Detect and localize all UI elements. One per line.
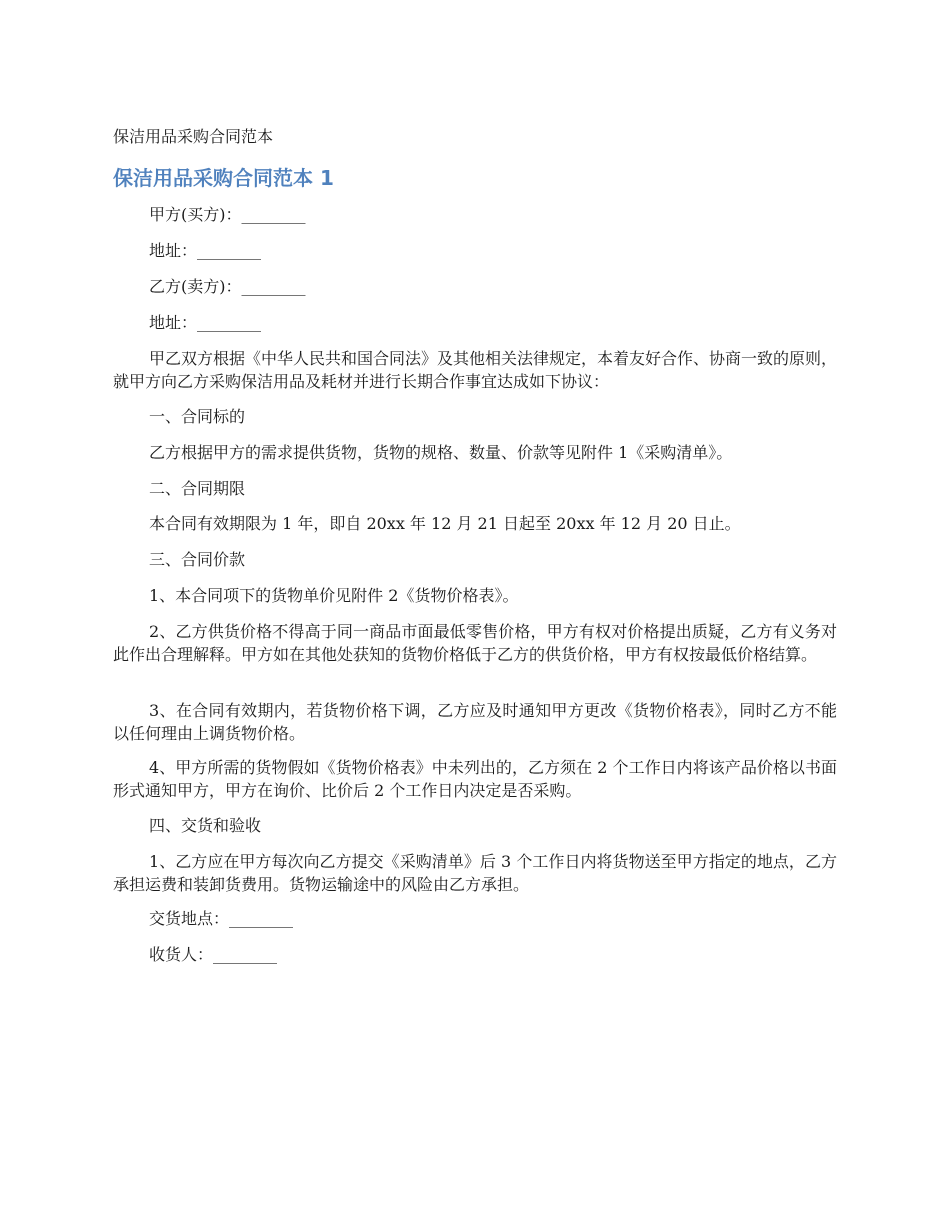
clause-heading-delivery: 四、交货和验收 xyxy=(149,816,262,835)
price-item-1: 1、本合同项下的货物单价见附件 2《货物价格表》。 xyxy=(149,586,519,605)
party-a-address-line: 地址：________ xyxy=(149,241,262,260)
receiver-line: 收货人：________ xyxy=(149,945,278,964)
preamble-paragraph: 甲乙双方根据《中华人民共和国合同法》及其他相关法律规定，本着友好合作、协商一致的原则，就甲方向乙方采购保洁用品及耗材并进行长期合作事宜达成如下协议： xyxy=(113,349,838,391)
document-title: 保洁用品采购合同范本 xyxy=(113,127,274,146)
price-item-2: 2、乙方供货价格不得高于同一商品市面最低零售价格，甲方有权对价格提出质疑，乙方有义务对此作出合理解释。甲方如在其他处获知的货物价格低于乙方的供货价格，甲方有权按最低价格结算。 xyxy=(113,622,837,664)
party-b-address-line: 地址：________ xyxy=(149,313,262,332)
clause-term-paragraph: 本合同有效期限为 1 年，即自 20xx 年 12 月 21 日起至 20xx 年 12 月 20 日止。 xyxy=(149,514,741,533)
clause-subject-paragraph: 乙方根据甲方的需求提供货物，货物的规格、数量、价款等见附件 1《采购清单》。 xyxy=(149,443,733,462)
clause-heading-term: 二、合同期限 xyxy=(149,479,246,498)
section-heading: 保洁用品采购合同范本 1 xyxy=(113,166,334,190)
price-item-3: 3、在合同有效期内，若货物价格下调，乙方应及时通知甲方更改《货物价格表》，同时乙方不能以任何理由上调货物价格。 xyxy=(113,701,837,743)
clause-heading-price: 三、合同价款 xyxy=(149,550,246,569)
price-item-4: 4、甲方所需的货物假如《货物价格表》中未列出的，乙方须在 2 个工作日内将该产品价格以书面形式通知甲方，甲方在询价、比价后 2 个工作日内决定是否采购。 xyxy=(113,758,837,800)
delivery-location-line: 交货地点：________ xyxy=(149,909,294,928)
delivery-item-1: 1、乙方应在甲方每次向乙方提交《采购清单》后 3 个工作日内将货物送至甲方指定的地点，乙方承担运费和装卸货费用。货物运输途中的风险由乙方承担。 xyxy=(113,852,837,894)
clause-heading-subject: 一、合同标的 xyxy=(149,407,246,426)
party-b-line: 乙方(卖方)：________ xyxy=(149,277,306,296)
party-a-line: 甲方(买方)：________ xyxy=(149,205,306,224)
